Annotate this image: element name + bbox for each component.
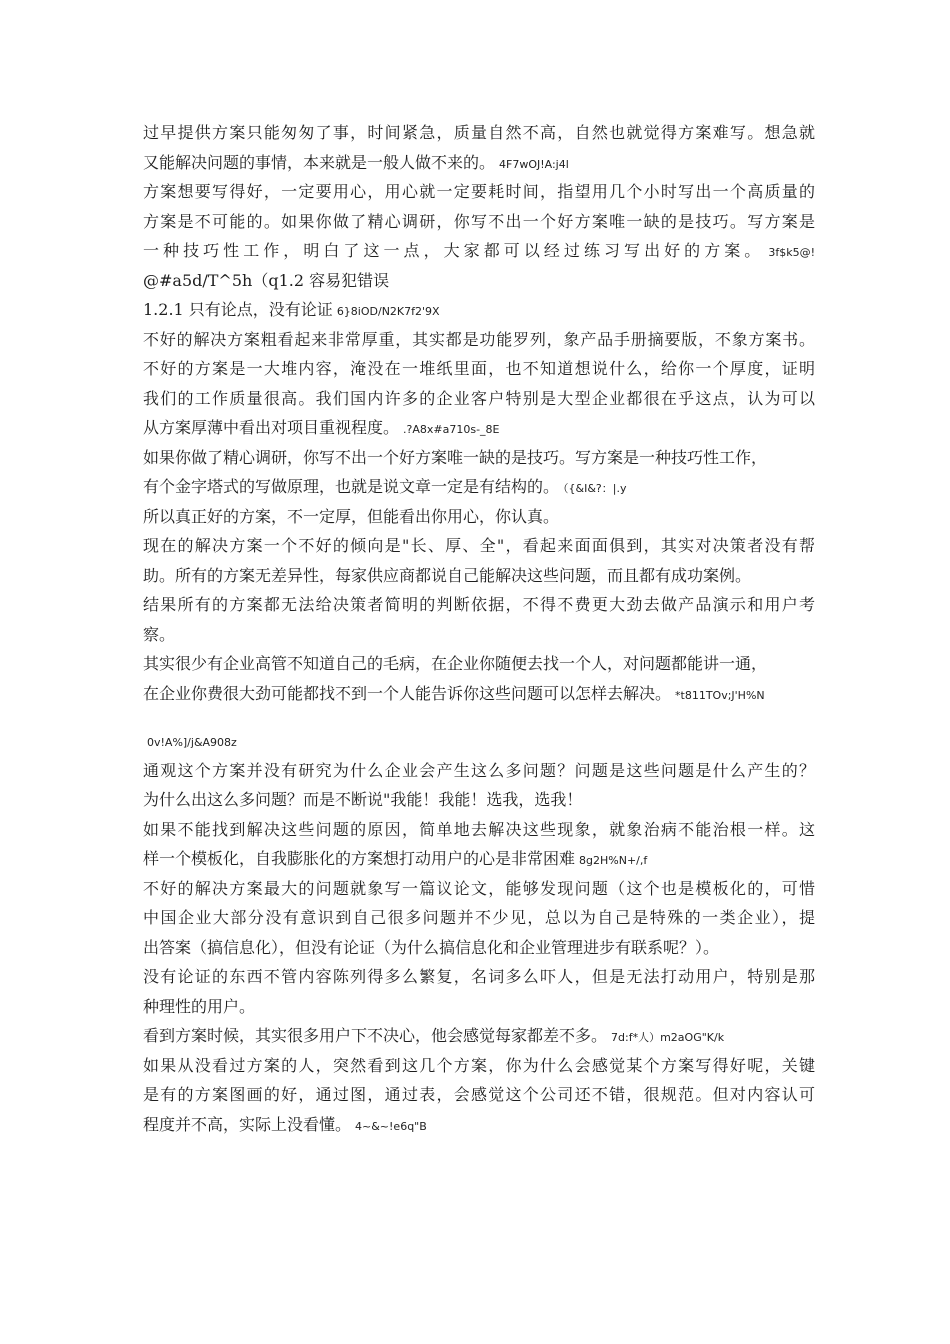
line-text: 助。所有的方案无差异性，每家供应商都说自己能解决这些问题，而且都有成功案例。 bbox=[143, 565, 752, 585]
text-line bbox=[143, 903, 815, 933]
text-line bbox=[143, 815, 815, 845]
text-line bbox=[143, 561, 815, 591]
line-text: 如果不能找到解决这些问题的原因，简单地去解决这些现象，就象治病不能治根一样。这 bbox=[143, 819, 815, 839]
line-text: 我们的工作质量很高。我们国内许多的企业客户特别是大型企业都很在乎这点，认为可以 bbox=[143, 388, 815, 408]
line-text: 又能解决问题的事情，本来就是一般人做不来的。 bbox=[143, 152, 496, 172]
line-text: 没有论证的东西不管内容陈列得多么繁复，名词多么吓人，但是无法打动用户，特别是那 bbox=[143, 967, 815, 986]
line-text: 不好的方案是一大堆内容，淹没在一堆纸里面，也不知道想说什么，给你一个厚度，证明 bbox=[143, 359, 815, 378]
line-text: 样一个模板化，自我膨胀化的方案想打动用户的心是非常困难 bbox=[143, 849, 576, 868]
line-text: 结果所有的方案都无法给决策者简明的判断依据，不得不费更大劲去做产品演示和用户考 bbox=[143, 595, 815, 614]
line-text: 方案是不可能的。如果你做了精心调研，你写不出一个好方案唯一缺的是技巧。写方案是 bbox=[143, 211, 815, 231]
line-text: 现在的解决方案一个不好的倾向是"长、厚、全"，看起来面面俱到，其实对决策者没有帮 bbox=[143, 536, 815, 555]
line-text: 为什么出这么多问题？而是不断说"我能！我能！选我，选我！ bbox=[143, 790, 583, 809]
line-text: 有个金字塔式的写做原理，也就是说文章一定是有结构的。 bbox=[143, 477, 560, 496]
text-line bbox=[143, 413, 815, 443]
text-line bbox=[143, 1021, 815, 1051]
text-line bbox=[143, 177, 815, 207]
text-line bbox=[143, 620, 815, 650]
text-line bbox=[143, 590, 815, 620]
line-text: 如果你做了精心调研，你写不出一个好方案唯一缺的是技巧。写方案是一种技巧性工作， bbox=[143, 447, 768, 467]
line-text: 察。 bbox=[143, 624, 176, 644]
text-line bbox=[143, 785, 815, 815]
line-text: 其实很少有企业高管不知道自己的毛病，在企业你随便去找一个人，对问题都能讲一通， bbox=[143, 654, 768, 673]
inline-code-tag: *t811TOv;J'H%N bbox=[675, 688, 765, 702]
text-line bbox=[143, 933, 815, 963]
line-text: 如果从没看过方案的人，突然看到这几个方案，你为什么会感觉某个方案写得好呢，关键 bbox=[143, 1055, 815, 1075]
inline-code-tag: 0v!A%]/j&A908z bbox=[147, 736, 237, 749]
text-line bbox=[143, 325, 815, 355]
text-line bbox=[143, 207, 815, 237]
inline-code-tag: 4~&~!e6q"B bbox=[355, 1119, 427, 1133]
text-line bbox=[143, 874, 815, 904]
line-text: 一种技巧性工作，明白了这一点，大家都可以经过练习写出好的方案。 bbox=[143, 241, 765, 260]
text-line bbox=[143, 649, 815, 679]
text-line bbox=[143, 1080, 815, 1110]
text-line bbox=[143, 531, 815, 561]
line-text: 从方案厚薄中看出对项目重视程度。 bbox=[143, 418, 400, 437]
inline-code-tag: 3f$k5@! bbox=[768, 246, 815, 259]
text-line bbox=[143, 295, 815, 325]
line-gap bbox=[143, 708, 815, 726]
inline-code-tag: （{&I&?：|.y bbox=[563, 482, 627, 495]
text-line bbox=[143, 472, 815, 502]
line-text: 方案想要写得好，一定要用心，用心就一定要耗时间，指望用几个小时写出一个高质量的 bbox=[143, 182, 815, 201]
text-line bbox=[143, 502, 815, 532]
line-text: 1.2.1 只有论点，没有论证 bbox=[143, 300, 333, 319]
text-line bbox=[143, 756, 815, 786]
text-line bbox=[143, 148, 815, 178]
line-text: 过早提供方案只能匆匆了事，时间紧急，质量自然不高，自然也就觉得方案难写。想急就 bbox=[143, 123, 815, 142]
line-text: 是有的方案图画的好，通过图，通过表，会感觉这个公司还不错，很规范。但对内容认可 bbox=[143, 1085, 815, 1104]
inline-code-tag: 4F7wOJ!A:j4l bbox=[499, 157, 569, 171]
text-line bbox=[143, 962, 815, 992]
text-line bbox=[143, 266, 815, 296]
line-text: 所以真正好的方案，不一定厚，但能看出你用心，你认真。 bbox=[143, 506, 560, 526]
text-line bbox=[143, 844, 815, 874]
line-text: 程度并不高，实际上没看懂。 bbox=[143, 1114, 352, 1134]
text-line bbox=[143, 1051, 815, 1081]
text-line bbox=[143, 384, 815, 414]
text-line bbox=[143, 726, 815, 756]
text-line bbox=[143, 354, 815, 384]
document-body bbox=[143, 118, 815, 1139]
inline-code-tag: 8g2H%N+/,f bbox=[579, 854, 648, 867]
text-line bbox=[143, 1110, 815, 1140]
line-text: 不好的解决方案粗看起来非常厚重，其实都是功能罗列，象产品手册摘要版，不象方案书。 bbox=[143, 329, 815, 349]
text-line bbox=[143, 679, 815, 709]
text-line bbox=[143, 443, 815, 473]
line-text: 不好的解决方案最大的问题就象写一篇议论文，能够发现问题（这个也是模板化的，可惜 bbox=[143, 878, 815, 898]
inline-code-tag: 6}8iOD/N2K7f2'9X bbox=[336, 305, 440, 318]
line-text: 出答案（搞信息化），但没有论证（为什么搞信息化和企业管理进步有联系呢？）。 bbox=[143, 937, 720, 957]
inline-code-tag: 7d:f*人）m2aOG"K/k bbox=[611, 1031, 725, 1044]
text-line bbox=[143, 118, 815, 148]
line-text: 中国企业大部分没有意识到自己很多问题并不少见，总以为自己是特殊的一类企业），提 bbox=[143, 908, 815, 927]
line-text: 通观这个方案并没有研究为什么企业会产生这么多问题？问题是这些问题是什么产生的？ bbox=[143, 760, 815, 780]
line-text: 在企业你费很大劲可能都找不到一个人能告诉你这些问题可以怎样去解决。 bbox=[143, 683, 672, 703]
line-text: @#a5d/T^5h（q1.2 容易犯错误 bbox=[143, 270, 390, 290]
text-line bbox=[143, 236, 815, 266]
line-text: 种理性的用户。 bbox=[143, 996, 256, 1016]
text-line bbox=[143, 992, 815, 1022]
inline-code-tag: .?A8x#a710s-_8E bbox=[403, 423, 500, 436]
line-text: 看到方案时候，其实很多用户下不决心，他会感觉每家都差不多。 bbox=[143, 1026, 608, 1045]
